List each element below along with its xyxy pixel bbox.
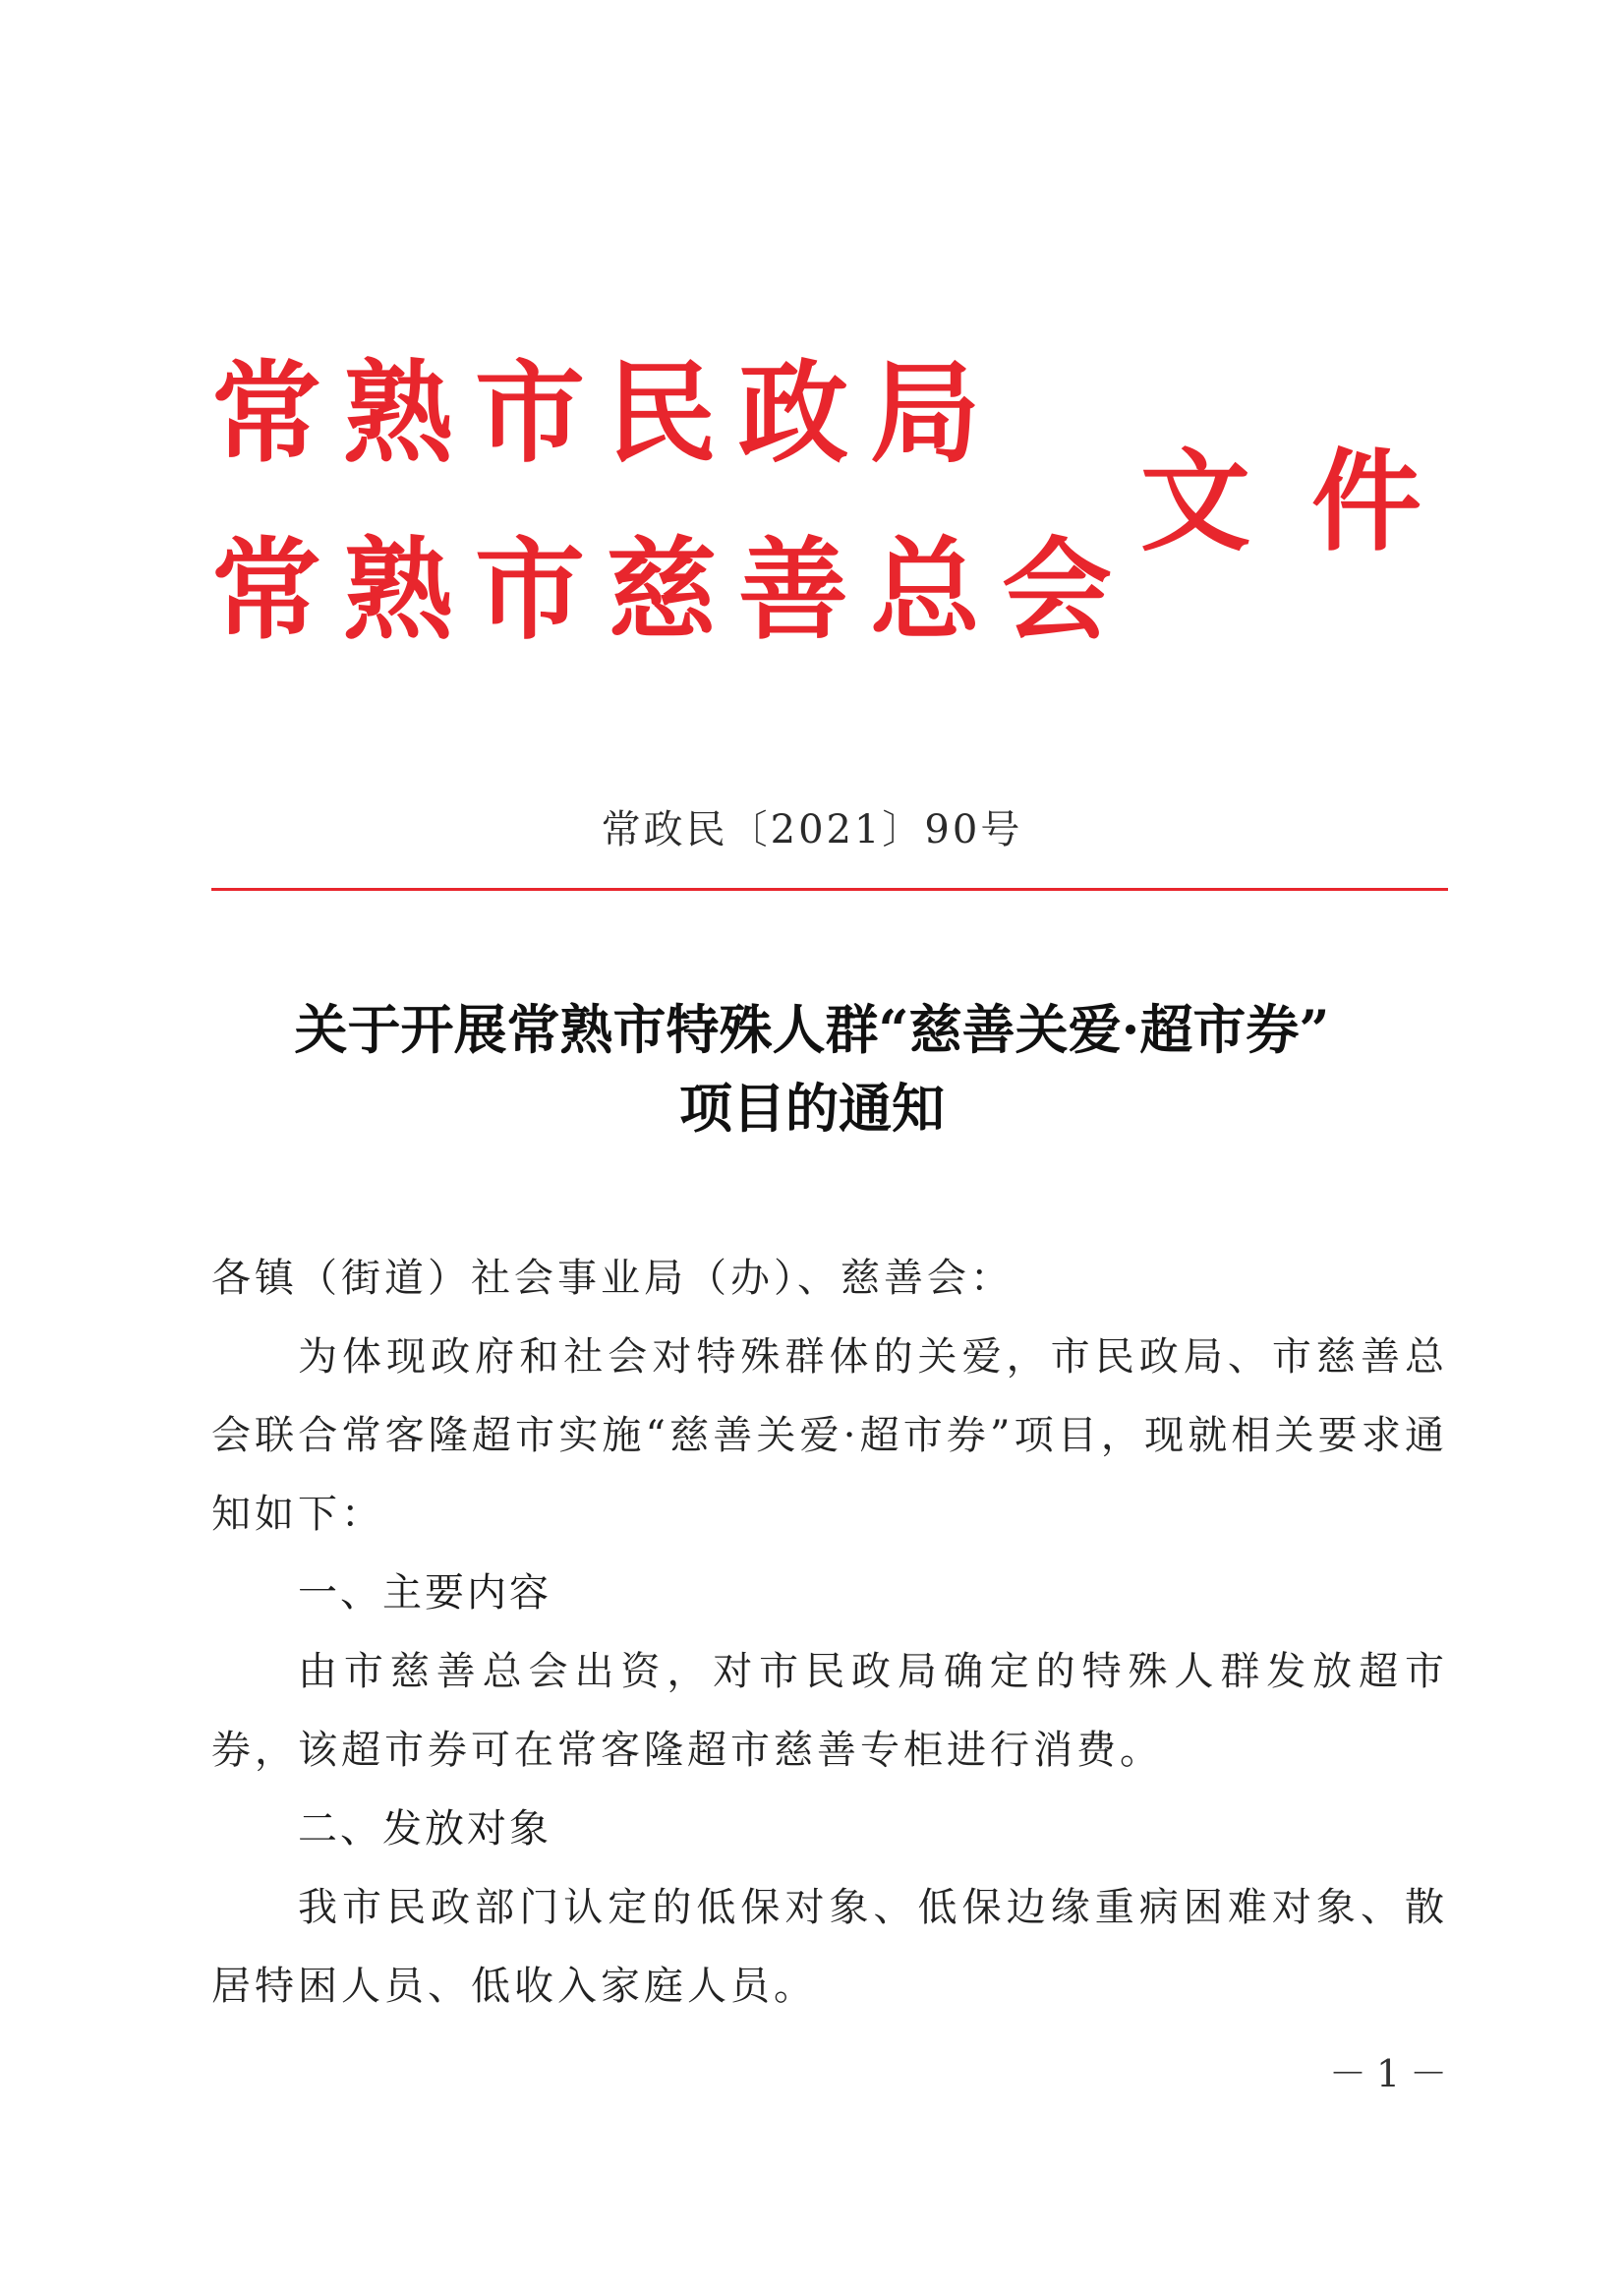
salutation-text: 各镇（街道）社会事业局（办）、慈善会：	[211, 1256, 1014, 1301]
document-title-line-2: 项目的通知	[679, 1077, 945, 1140]
red-separator-line	[211, 888, 1448, 891]
salutation	[211, 1239, 1448, 1318]
section-text: 我市民政部门认定的低保对象、低保边缘重病困难对象、散居特困人员、低收入家庭人员。	[211, 1885, 1448, 2009]
section-text: 由市慈善总会出资，对市民政局确定的特殊人群发放超市券，该超市券可在常客隆超市慈善专柜进行消费。	[211, 1649, 1448, 1773]
letterhead-issuer-2: 常熟市慈善总会	[211, 526, 1133, 655]
section-heading-recipients: 二、发放对象	[298, 1806, 551, 1852]
page-number: －1－	[1329, 2052, 1458, 2095]
section-paragraph-main-content	[211, 1632, 1448, 1790]
letterhead-issuer-1: 常熟市民政局	[211, 349, 1002, 478]
letterhead-document-label: 文件	[1140, 438, 1482, 566]
document-title-line-1: 关于开展常熟市特殊人群“慈善关爱·超市券”	[294, 998, 1330, 1061]
document-number: 常政民〔2021〕90号	[601, 807, 1023, 853]
section-paragraph-recipients	[211, 1868, 1448, 2026]
section-heading-main-content: 一、主要内容	[298, 1570, 551, 1616]
intro-text: 为体现政府和社会对特殊群体的关爱，市民政局、市慈善总会联合常客隆超市实施“慈善关爱·超市券”项目，现就相关要求通知如下：	[211, 1334, 1448, 1537]
intro-paragraph	[211, 1318, 1448, 1554]
